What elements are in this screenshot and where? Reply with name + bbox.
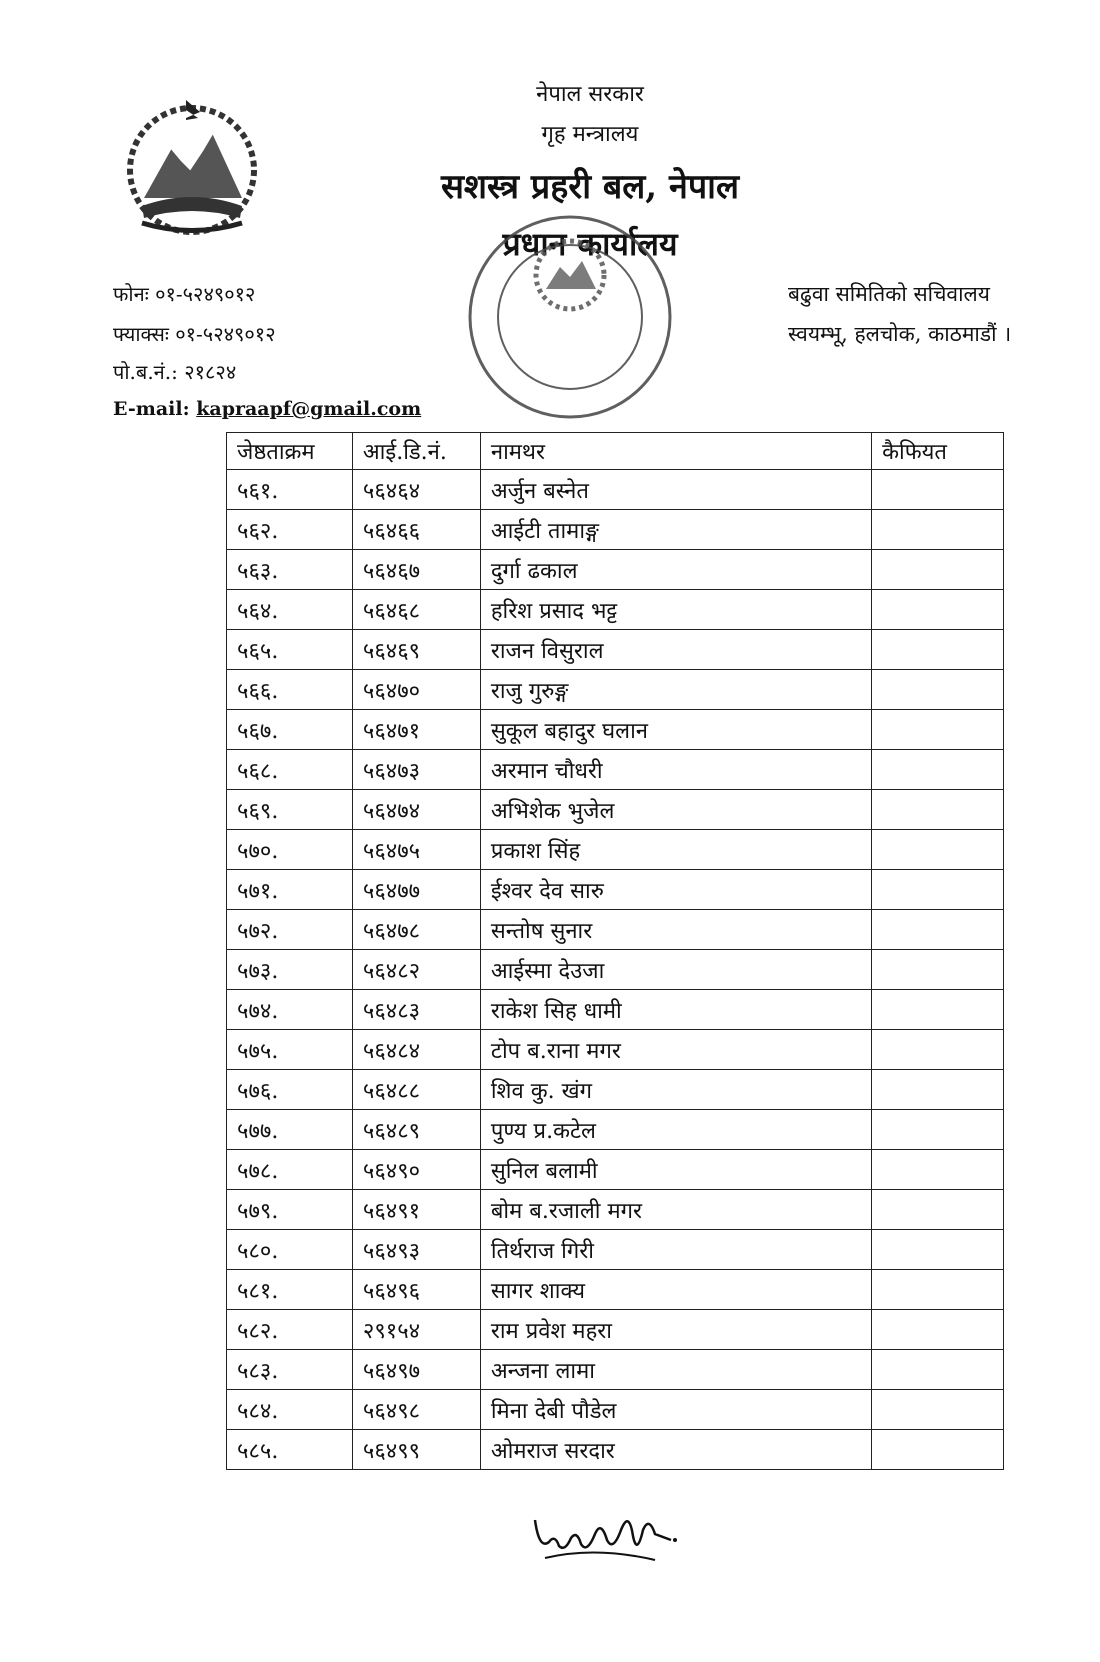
contact-fax: फ्याक्सः ०१-५२४९०१२ — [113, 322, 276, 346]
table-row — [227, 1150, 1004, 1190]
cell-seniority: ५६२. — [227, 510, 353, 550]
cell-name: राकेश सिह धामी — [480, 990, 871, 1030]
contact-email-row — [113, 398, 421, 420]
cell-name: पुण्य प्र.कटेल — [480, 1110, 871, 1150]
cell-seniority: ५६६. — [227, 670, 353, 710]
table-row — [227, 1230, 1004, 1270]
cell-seniority: ५६१. — [227, 470, 353, 510]
header-government: नेपाल सरकार — [536, 82, 644, 107]
office-committee: बढुवा समितिको सचिवालय — [788, 282, 990, 306]
cell-remarks — [872, 630, 1004, 670]
cell-name: टोप ब.राना मगर — [480, 1030, 871, 1070]
cell-name: ओमराज सरदार — [480, 1430, 871, 1470]
cell-remarks — [872, 1350, 1004, 1390]
table-row — [227, 590, 1004, 630]
cell-remarks — [872, 870, 1004, 910]
table-row — [227, 1030, 1004, 1070]
table-row — [227, 1310, 1004, 1350]
cell-remarks — [872, 1310, 1004, 1350]
cell-name: सन्तोष सुनार — [480, 910, 871, 950]
cell-seniority: ५७३. — [227, 950, 353, 990]
cell-id: ५६४९८ — [352, 1390, 480, 1430]
table-row — [227, 750, 1004, 790]
cell-id: ५६४७१ — [352, 710, 480, 750]
table-row — [227, 1350, 1004, 1390]
cell-seniority: ५८१. — [227, 1270, 353, 1310]
cell-remarks — [872, 670, 1004, 710]
cell-id: ५६४८४ — [352, 1030, 480, 1070]
cell-seniority: ५७२. — [227, 910, 353, 950]
header-ministry: गृह मन्त्रालय — [541, 122, 639, 147]
column-header-remarks: कैफियत — [872, 433, 1004, 470]
cell-name: मिना देबी पौडेल — [480, 1390, 871, 1430]
table-row — [227, 990, 1004, 1030]
table-row — [227, 1390, 1004, 1430]
cell-name: हरिश प्रसाद भट्ट — [480, 590, 871, 630]
cell-name: शिव कु. खंग — [480, 1070, 871, 1110]
cell-remarks — [872, 710, 1004, 750]
cell-name: अरमान चौधरी — [480, 750, 871, 790]
table-row — [227, 950, 1004, 990]
cell-name: तिर्थराज गिरी — [480, 1230, 871, 1270]
table-row — [227, 1190, 1004, 1230]
cell-name: राजन विसुराल — [480, 630, 871, 670]
seniority-table — [226, 432, 1004, 1470]
table-row — [227, 710, 1004, 750]
cell-remarks — [872, 990, 1004, 1030]
contact-pobox: पो.ब.नं.: २१८२४ — [113, 360, 237, 384]
table-row — [227, 1070, 1004, 1110]
cell-remarks — [872, 1230, 1004, 1270]
cell-remarks — [872, 790, 1004, 830]
cell-id: २९१५४ — [352, 1310, 480, 1350]
cell-id: ५६४८९ — [352, 1110, 480, 1150]
cell-seniority: ५६३. — [227, 550, 353, 590]
header-office: प्रधान कार्यालय — [502, 225, 678, 263]
cell-id: ५६४८३ — [352, 990, 480, 1030]
cell-remarks — [872, 470, 1004, 510]
cell-seniority: ५७९. — [227, 1190, 353, 1230]
cell-seniority: ५७५. — [227, 1030, 353, 1070]
cell-remarks — [872, 950, 1004, 990]
cell-name: आईटी तामाङ्ग — [480, 510, 871, 550]
cell-id: ५६४७० — [352, 670, 480, 710]
cell-id: ५६४९१ — [352, 1190, 480, 1230]
table-row — [227, 670, 1004, 710]
email-label: E-mail: — [113, 398, 190, 420]
cell-seniority: ५८२. — [227, 1310, 353, 1350]
cell-name: आईस्मा देउजा — [480, 950, 871, 990]
cell-remarks — [872, 550, 1004, 590]
cell-remarks — [872, 1070, 1004, 1110]
cell-id: ५६४९० — [352, 1150, 480, 1190]
cell-id: ५६४६४ — [352, 470, 480, 510]
cell-seniority: ५६५. — [227, 630, 353, 670]
cell-remarks — [872, 1150, 1004, 1190]
cell-id: ५६४७७ — [352, 870, 480, 910]
cell-id: ५६४७४ — [352, 790, 480, 830]
cell-remarks — [872, 1430, 1004, 1470]
office-stamp-icon — [450, 205, 690, 435]
cell-remarks — [872, 1030, 1004, 1070]
table-row — [227, 790, 1004, 830]
cell-name: सुनिल बलामी — [480, 1150, 871, 1190]
cell-name: ईश्वर देव सारु — [480, 870, 871, 910]
cell-remarks — [872, 590, 1004, 630]
cell-name: बोम ब.रजाली मगर — [480, 1190, 871, 1230]
cell-seniority: ५७४. — [227, 990, 353, 1030]
column-header-seniority: जेष्ठताक्रम — [227, 433, 353, 470]
cell-id: ५६४६७ — [352, 550, 480, 590]
table-header-row — [227, 433, 1004, 470]
cell-id: ५६४८८ — [352, 1070, 480, 1110]
cell-remarks — [872, 1110, 1004, 1150]
cell-name: अभिशेक भुजेल — [480, 790, 871, 830]
header-organization: सशस्त्र प्रहरी बल, नेपाल — [440, 167, 740, 207]
cell-id: ५६४९९ — [352, 1430, 480, 1470]
cell-seniority: ५८५. — [227, 1430, 353, 1470]
cell-id: ५६४७३ — [352, 750, 480, 790]
cell-id: ५६४७८ — [352, 910, 480, 950]
cell-remarks — [872, 830, 1004, 870]
cell-id: ५६४६६ — [352, 510, 480, 550]
cell-remarks — [872, 1390, 1004, 1430]
column-header-name: नामथर — [480, 433, 871, 470]
cell-seniority: ५६९. — [227, 790, 353, 830]
table-row — [227, 1430, 1004, 1470]
table-row — [227, 870, 1004, 910]
table-row — [227, 1270, 1004, 1310]
cell-remarks — [872, 1270, 1004, 1310]
table-row — [227, 830, 1004, 870]
cell-seniority: ५७८. — [227, 1150, 353, 1190]
cell-seniority: ५६७. — [227, 710, 353, 750]
cell-seniority: ५८०. — [227, 1230, 353, 1270]
cell-id: ५६४९६ — [352, 1270, 480, 1310]
cell-remarks — [872, 510, 1004, 550]
cell-name: दुर्गा ढकाल — [480, 550, 871, 590]
cell-remarks — [872, 750, 1004, 790]
cell-name: राजु गुरुङ्ग — [480, 670, 871, 710]
signature-icon — [525, 1490, 685, 1570]
cell-seniority: ५८४. — [227, 1390, 353, 1430]
cell-seniority: ५७०. — [227, 830, 353, 870]
table-row — [227, 470, 1004, 510]
cell-id: ५६४९७ — [352, 1350, 480, 1390]
cell-id: ५६४७५ — [352, 830, 480, 870]
cell-id: ५६४८२ — [352, 950, 480, 990]
cell-name: राम प्रवेश महरा — [480, 1310, 871, 1350]
cell-seniority: ५८३. — [227, 1350, 353, 1390]
cell-name: सागर शाक्य — [480, 1270, 871, 1310]
cell-seniority: ५७७. — [227, 1110, 353, 1150]
table-row — [227, 510, 1004, 550]
table-row — [227, 910, 1004, 950]
cell-id: ५६४६९ — [352, 630, 480, 670]
email-link[interactable]: kapraapf@gmail.com — [196, 398, 422, 420]
cell-remarks — [872, 1190, 1004, 1230]
cell-name: अन्जना लामा — [480, 1350, 871, 1390]
cell-remarks — [872, 910, 1004, 950]
contact-phone: फोनः ०१-५२४९०१२ — [113, 282, 256, 306]
cell-name: सुकूल बहादुर घलान — [480, 710, 871, 750]
cell-seniority: ५७६. — [227, 1070, 353, 1110]
cell-seniority: ५७१. — [227, 870, 353, 910]
cell-name: अर्जुन बस्नेत — [480, 470, 871, 510]
cell-name: प्रकाश सिंह — [480, 830, 871, 870]
cell-id: ५६४६८ — [352, 590, 480, 630]
table-row — [227, 550, 1004, 590]
office-address: स्वयम्भू, हलचोक, काठमाडौं । — [788, 322, 1012, 346]
cell-seniority: ५६४. — [227, 590, 353, 630]
table-row — [227, 1110, 1004, 1150]
table-row — [227, 630, 1004, 670]
cell-seniority: ५६८. — [227, 750, 353, 790]
cell-id: ५६४९३ — [352, 1230, 480, 1270]
column-header-id: आई.डि.नं. — [352, 433, 480, 470]
